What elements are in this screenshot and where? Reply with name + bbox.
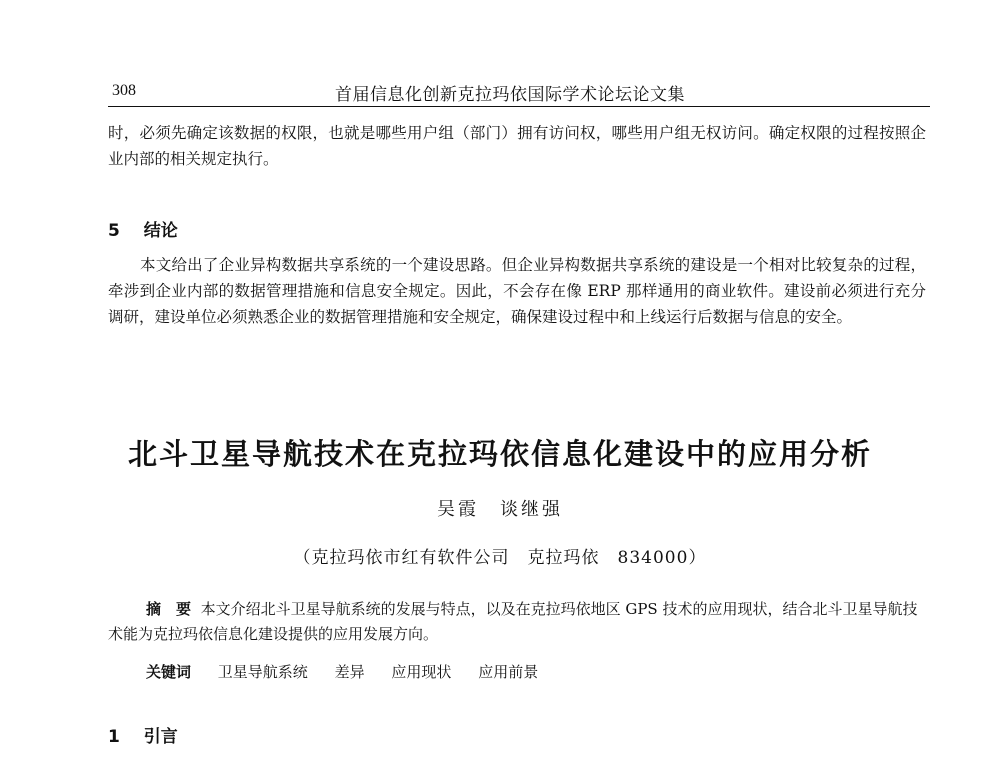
page-number: 308 xyxy=(112,82,136,99)
section-heading-conclusion xyxy=(108,216,178,241)
section-title: 结论 xyxy=(143,221,178,241)
abstract xyxy=(108,597,926,647)
article-authors: 吴霞 谈继强 xyxy=(437,499,563,520)
keyword: 差异 xyxy=(334,663,365,681)
keywords-label: 关键词 xyxy=(146,663,192,681)
section-heading-introduction xyxy=(108,722,178,747)
header-rule xyxy=(108,106,930,107)
article-affiliation: （克拉玛依市红有软件公司 克拉玛依 834000） xyxy=(293,548,707,568)
keyword: 应用现状 xyxy=(391,663,452,681)
section-title: 引言 xyxy=(143,727,178,747)
continued-paragraph: 时，必须先确定该数据的权限，也就是哪些用户组（部门）拥有访问权，哪些用户组无权访问。确定权限的过程按照企业内部的相关规定执行。 xyxy=(108,124,926,168)
section-number: 1 xyxy=(108,727,120,747)
keyword: 应用前景 xyxy=(478,663,539,681)
running-header: 首届信息化创新克拉玛依国际学术论坛论文集 xyxy=(335,85,685,105)
keyword: 卫星导航系统 xyxy=(217,663,308,681)
article-title: 北斗卫星导航技术在克拉玛依信息化建设中的应用分析 xyxy=(127,437,872,471)
abstract-text: 本文介绍北斗卫星导航系统的发展与特点，以及在克拉玛依地区 GPS 技术的应用现状，结合北斗卫星导航技术能为克拉玛依信息化建设提供的应用发展方向。 xyxy=(108,600,918,643)
conclusion-paragraph: 本文给出了企业异构数据共享系统的一个建设思路。但企业异构数据共享系统的建设是一个相对比较复杂的过程，牵涉到企业内部的数据管理措施和信息安全规定。因此，不会存在像 ERP 那样通用的商业软件。建设前必须进行充分调研，建设单位必须熟悉企业的数据管理措施和安全规定，确保建设过程中和上线运行后数据与信息的安全。 xyxy=(108,256,926,326)
abstract-label: 摘 要 xyxy=(146,600,192,618)
keywords xyxy=(146,661,538,682)
section-number: 5 xyxy=(108,221,120,241)
